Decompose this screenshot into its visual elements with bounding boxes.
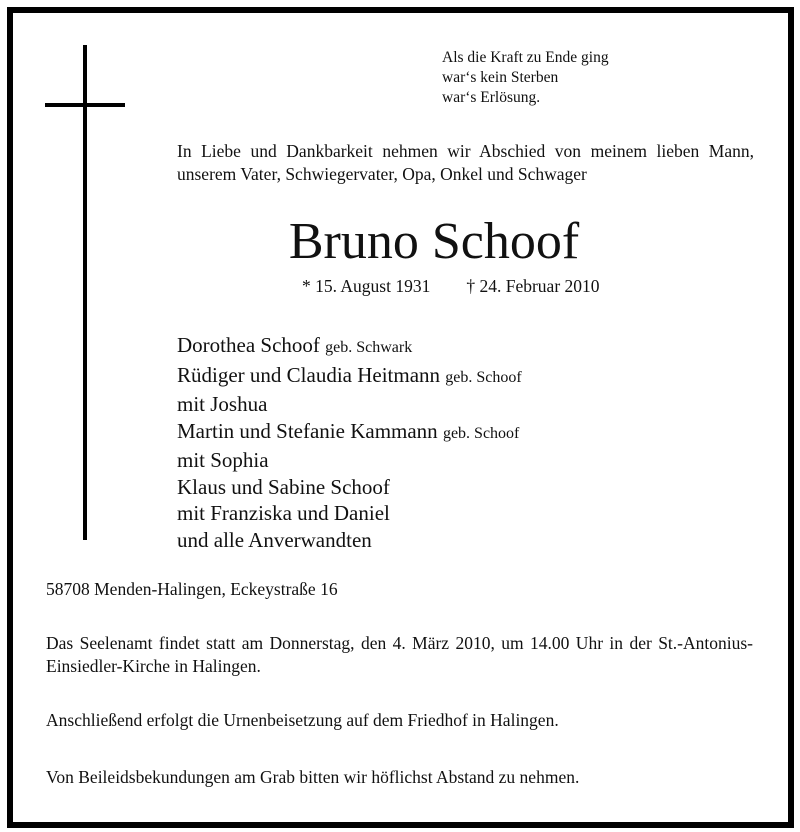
member-name: mit Joshua — [177, 392, 268, 416]
quote-line: war‘s Erlösung. — [442, 89, 541, 106]
quote-line: war‘s kein Sterben — [442, 69, 559, 86]
maiden-name: geb. Schoof — [442, 424, 520, 442]
life-dates — [302, 274, 600, 298]
family-member — [177, 447, 522, 474]
family-member — [177, 362, 522, 392]
family-member — [177, 418, 522, 448]
member-name: und alle Anverwandten — [177, 527, 372, 552]
family-member — [177, 527, 522, 554]
family-list — [177, 332, 522, 553]
maiden-name: geb. Schwark — [325, 339, 413, 356]
death-date: † 24. Februar 2010 — [466, 276, 600, 296]
address: 58708 Menden-Halingen, Eckeystraße 16 — [46, 579, 338, 599]
family-member — [177, 474, 522, 501]
deceased-name: Bruno Schoof — [288, 213, 580, 270]
family-member — [177, 332, 522, 362]
family-member — [177, 500, 522, 527]
member-name: Rüdiger und Claudia Heitmann — [177, 362, 441, 387]
member-name: Martin und Stefanie Kammann — [177, 418, 438, 443]
member-name: mit Franziska und Daniel — [177, 501, 390, 525]
service-info: Das Seelenamt findet statt am Donnerstag, den 4. März 2010, um 14.00 Uhr in der St.-Antonius-Einsiedler-Kirche in Halingen. — [46, 633, 753, 676]
cross-icon — [83, 45, 87, 540]
member-name: Klaus und Sabine Schoof — [177, 474, 390, 499]
epigraph-quote — [442, 48, 609, 108]
member-name: Dorothea Schoof — [177, 333, 320, 357]
birth-date: * 15. August 1931 — [302, 276, 431, 296]
intro-text: In Liebe und Dankbarkeit nehmen wir Abschied von meinem lieben Mann, unserem Vater, Schwiegervater, Opa, Onkel und Schwager — [177, 141, 754, 184]
maiden-name: geb. Schoof — [445, 368, 522, 386]
burial-info: Anschließend erfolgt die Urnenbeisetzung auf dem Friedhof in Halingen. — [46, 710, 559, 730]
quote-line: Als die Kraft zu Ende ging — [442, 49, 609, 66]
family-member — [177, 391, 522, 418]
cross-icon-bar — [45, 103, 125, 107]
condolence-request: Von Beileidsbekundungen am Grab bitten wir höflichst Abstand zu nehmen. — [46, 767, 580, 787]
member-name: mit Sophia — [177, 448, 269, 472]
